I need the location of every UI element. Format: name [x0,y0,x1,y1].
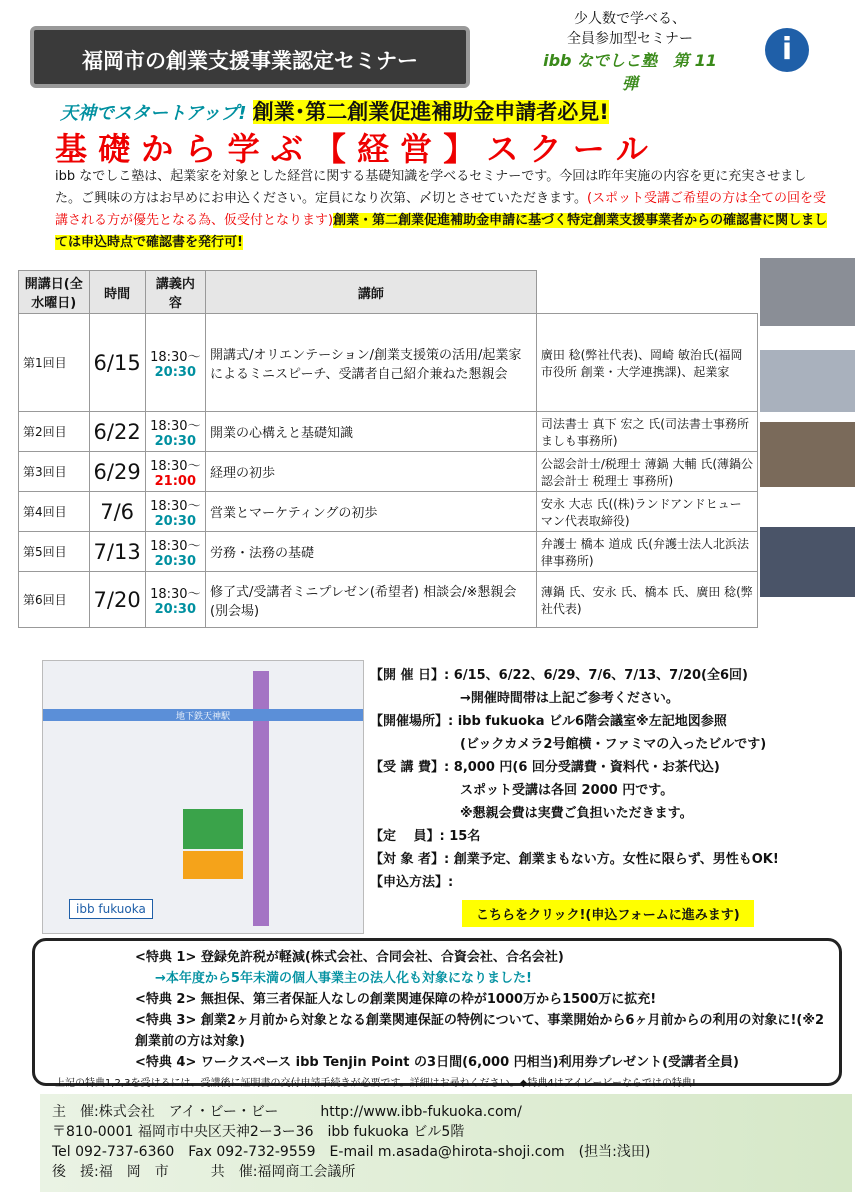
session-no: 第6回目 [19,572,90,628]
perk-item: <特典 1> 登録免許税が軽減(株式会社、合同会社、合資会社、合名会社) [135,950,564,965]
title: 基 礎 か ら 学 ぶ 【 経 営 】 ス ク ー ル [55,130,648,168]
catch: 天神でスタートアップ! [60,103,247,124]
session-lecturer: 司法書士 真下 宏之 氏(司法書士事務所ましも事務所) [536,412,757,452]
session-date: 7/13 [89,532,145,572]
session-date: 6/15 [89,314,145,412]
session-date: 6/29 [89,452,145,492]
info-line: (ビックカメラ2号館横・ファミマの入ったビルです) [460,737,767,752]
perk-item: <特典 3> 創業2ヶ月前から対象となる創業関連保証の特例について、事業開始から6ヶ月前からの利用の対象に!(※2 創業前の方は対象) [135,1013,825,1049]
session-lecturer: 廣田 稔(弊社代表)、岡崎 敏治氏(福岡市役所 創業・大学連携課)、起業家 [536,314,757,412]
end-time: 20:30 [154,601,197,617]
apply-button[interactable]: こちらをクリック!(申込フォームに進みます) [462,900,754,927]
map-ibb-logo: ibb fukuoka [69,899,153,919]
table-row [19,572,758,628]
info-icon: i [765,28,809,72]
perks-box [32,938,842,1089]
tagline-1: 少人数で学べる、 [574,11,686,27]
tagline-2: 全員参加型セミナー [567,31,693,47]
info-line: 【申込方法】: [370,875,454,890]
session-no: 第3回目 [19,452,90,492]
th-content: 講義内容 [145,271,205,314]
perks-note: 上記の特典1,2,3を受けるには、受講後に証明書の交付申請手続きが必要です。詳細はお尋ねください。◆特典4はアイビービーならではの特典! [55,1078,696,1089]
info-line: スポット受講は各回 2000 円です。 [460,783,674,798]
tagline-3: ibb なでしこ塾 第 11 弾 [543,51,717,93]
start-time: 18:30〜 [150,538,201,554]
session-topic: 営業とマーケティングの初歩 [205,492,536,532]
info-line: 【定 員】: 15名 [370,829,481,844]
end-time: 21:00 [154,473,197,489]
session-lecturer: 安永 大志 氏((株)ランドアンドヒューマン代表取締役) [536,492,757,532]
start-time: 18:30〜 [150,349,201,365]
footer-line: 主 催:株式会社 アイ・ビー・ビー http://www.ibb-fukuoka.com/ [52,1104,522,1120]
intro-note: (スポット受講ご希望の方は全ての回を受講される方が優先となる為、仮受付となります) [55,191,827,228]
session-lecturer: 公認会計士/税理士 薄鍋 大輔 氏(薄鍋公認会計士 税理士 事務所) [536,452,757,492]
end-time: 20:30 [154,513,197,529]
table-row [19,492,758,532]
th-time: 時間 [89,271,145,314]
end-time: 20:30 [154,433,197,449]
intro-highlight: 創業・第二創業促進補助金申請に基づく特定創業支援事業者からの確認書に関しましては申込時点で確認書を発行可! [55,213,828,250]
table-row [19,314,758,412]
footer-line: Tel 092-737-6360 Fax 092-732-9559 E-mail m.asada@hirota-shoji.com (担当:浅田) [52,1144,651,1160]
perk-item: <特典 2> 無担保、第三者保証人なしの創業関連保障の枠が1000万から1500万に拡充! [135,992,657,1007]
footer-line: 後 援:福 岡 市 共 催:福岡商工会議所 [52,1164,356,1180]
footer-line: 〒810-0001 福岡市中央区天神2ー3ー36 ibb fukuoka ビル5階 [52,1124,465,1140]
info-line: 【開催場所】: ibb fukuoka ビル6階会議室※左記地図参照 [370,714,727,729]
session-topic: 経理の初歩 [205,452,536,492]
info-line: ※懇親会費は実費ご負担いただきます。 [460,806,693,821]
session-date: 7/20 [89,572,145,628]
intro: ibb なでしこ塾は、起業家を対象とした経営に関する基礎知識を学べるセミナーです。今回は昨年実施の内容を更に充実させました。ご興味の方はお早めにお申込ください。定員になり次第、〆切とさせていただきます。 [55,169,807,206]
photo-column [760,258,855,597]
session-lecturer: 薄鍋 氏、安永 氏、橋本 氏、廣田 稔(弊社代表) [536,572,757,628]
end-time: 20:30 [154,553,197,569]
th-lecturer: 講師 [205,271,536,314]
session-topic: 労務・法務の基礎 [205,532,536,572]
photo-yasunaga [760,422,855,487]
perk-item: →本年度から5年未満の個人事業主の法人化も対象になりました! [155,971,532,986]
session-date: 6/22 [89,412,145,452]
headline: 創業･第二創業促進補助金申請者必見! [252,100,609,124]
session-lecturer: 弁護士 橋本 道成 氏(弁護士法人北浜法律事務所) [536,532,757,572]
session-topic: 開講式/オリエンテーション/創業支援策の活用/起業家によるミニスピーチ、受講者自己紹介兼ねた懇親会 [205,314,536,412]
th-date: 開講日(全水曜日) [19,271,90,314]
start-time: 18:30〜 [150,586,201,602]
session-no: 第4回目 [19,492,90,532]
session-topic: 開業の心構えと基礎知識 [205,412,536,452]
end-time: 20:30 [154,364,197,380]
map-subway: 地下鉄天神駅 [43,709,363,721]
perk-item: <特典 4> ワークスペース ibb Tenjin Point の3日間(6,000 円相当)利用券プレゼント(受講者全員) [135,1055,739,1070]
map [42,660,364,934]
session-no: 第5回目 [19,532,90,572]
table-row [19,412,758,452]
info-line: 【受 講 費】: 8,000 円(6 回分受講費・資料代・お茶代込) [370,760,720,775]
session-no: 第1回目 [19,314,90,412]
info-line: 【対 象 者】: 創業予定、創業まもない方。女性に限らず、男性もOK! [370,852,779,867]
info-line: 【開 催 日】: 6/15、6/22、6/29、7/6、7/13、7/20(全6回) [370,668,748,683]
footer [40,1094,852,1192]
photo-hashimoto [760,527,855,597]
start-time: 18:30〜 [150,498,201,514]
session-no: 第2回目 [19,412,90,452]
photo-usunabe [760,350,855,412]
table-row [19,532,758,572]
event-info [370,664,850,894]
start-time: 18:30〜 [150,458,201,474]
schedule-table [18,270,758,628]
info-line: →開催時間帯は上記ご参考ください。 [460,691,679,706]
session-date: 7/6 [89,492,145,532]
banner: 福岡市の創業支援事業認定セミナー [30,26,470,88]
photo-mashimo [760,258,855,326]
table-row [19,452,758,492]
start-time: 18:30〜 [150,418,201,434]
session-topic: 修了式/受講者ミニプレゼン(希望者) 相談会/※懇親会(別会場) [205,572,536,628]
